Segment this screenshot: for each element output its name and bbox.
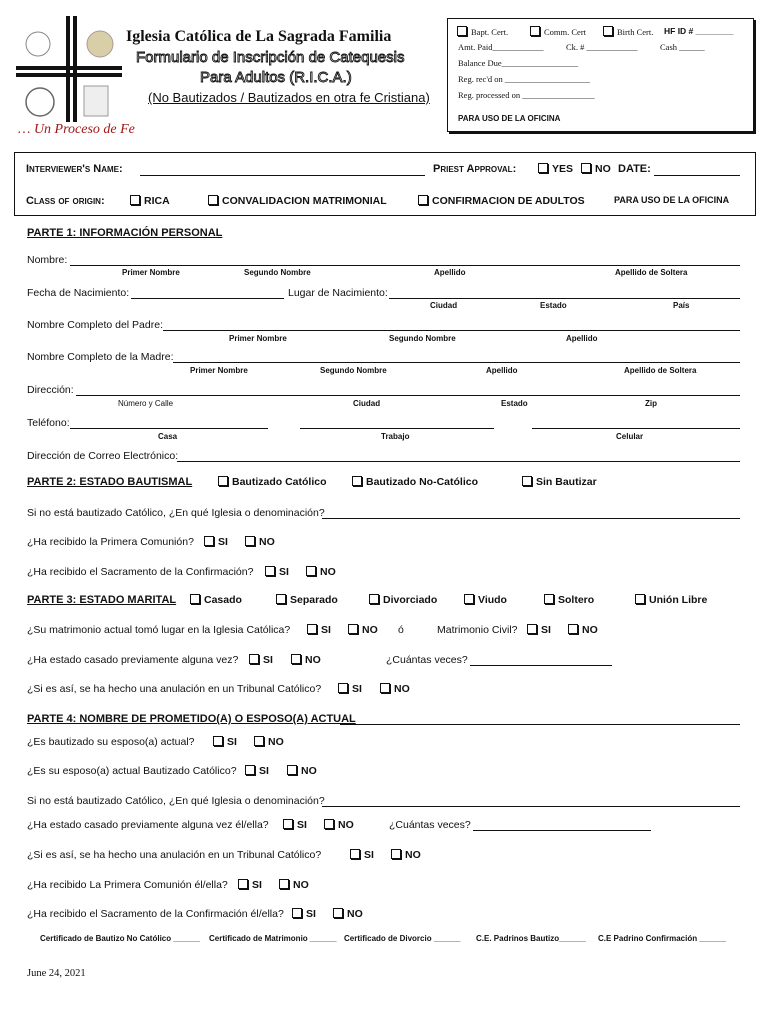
p3-cuantas-field[interactable] — [470, 665, 612, 666]
class-origin-label: Class of origin: — [26, 195, 105, 207]
nombre-label: Nombre: — [27, 254, 68, 266]
p2-comunion-no[interactable]: NO — [245, 536, 275, 548]
p4-question-bautizado: ¿Es bautizado su esposo(a) actual? — [27, 736, 195, 748]
p3-civil-no[interactable]: NO — [568, 624, 598, 636]
p4-comunion-no[interactable]: NO — [279, 879, 309, 891]
marital-viudo[interactable]: Viudo — [464, 594, 507, 606]
nombre-field[interactable] — [70, 265, 740, 266]
padre-field[interactable] — [163, 330, 740, 331]
convalidacion-checkbox[interactable] — [208, 195, 218, 205]
comm-cert-checkbox[interactable] — [530, 26, 540, 36]
checkbox[interactable] — [544, 594, 554, 604]
checkbox[interactable] — [292, 908, 302, 918]
p4-anulacion-si[interactable]: SI — [350, 849, 374, 861]
footer-date: June 24, 2021 — [27, 968, 86, 979]
reg-processed-field[interactable]: Reg. processed on _________________ — [458, 90, 595, 100]
checkbox[interactable] — [350, 849, 360, 859]
motto: … Un Proceso de Fe — [18, 122, 135, 137]
p4-casado-no[interactable]: NO — [324, 819, 354, 831]
sublabel: Ciudad — [353, 399, 381, 408]
checkbox[interactable] — [338, 683, 348, 693]
p3-question-iglesia: ¿Su matrimonio actual tomó lugar en la Iglesia Católica? — [27, 624, 291, 636]
sublabel: Zip — [645, 399, 657, 408]
checkbox[interactable] — [527, 624, 537, 634]
checkbox[interactable] — [307, 624, 317, 634]
p4-comunion-si[interactable]: SI — [238, 879, 262, 891]
checkbox[interactable] — [218, 476, 228, 486]
sublabel: Ciudad — [430, 301, 458, 310]
checkbox[interactable] — [306, 566, 316, 576]
part4-title: PARTE 4: NOMBRE DE PROMETIDO(A) O ESPOSO(A) ACTUAL — [27, 713, 356, 725]
madre-field[interactable] — [173, 362, 740, 363]
confirmacion-checkbox[interactable] — [418, 195, 428, 205]
email-label: Dirección de Correo Electrónico: — [27, 450, 179, 462]
sublabel: Apellido — [434, 268, 466, 277]
sublabel: Casa — [158, 432, 178, 441]
email-field[interactable] — [177, 461, 740, 462]
p3-or-text: ó — [398, 624, 404, 636]
checkbox[interactable] — [324, 819, 334, 829]
cert-padrino-confirmacion[interactable]: C.E Padrino Confirmación ______ — [598, 934, 727, 943]
sublabel: País — [673, 301, 690, 310]
sublabel: Número y Calle — [118, 399, 174, 408]
form-note: (No Bautizados / Bautizados en otra fe Cristiana) — [148, 90, 430, 105]
checkbox[interactable] — [391, 849, 401, 859]
p3-anulacion-no[interactable]: NO — [380, 683, 410, 695]
madre-label: Nombre Completo de la Madre: — [27, 351, 174, 363]
office-use-label-2: PARA USO DE LA OFICINA — [614, 195, 730, 205]
p2-church-field[interactable] — [322, 518, 740, 519]
part1-title: PARTE 1: INFORMACIÓN PERSONAL — [27, 227, 223, 239]
p4-question-anulacion: ¿Si es así, se ha hecho una anulación en un Tribunal Católico? — [27, 849, 322, 861]
amount-paid-field[interactable]: Amt. Paid____________ — [458, 42, 544, 52]
checkbox[interactable] — [279, 879, 289, 889]
p3-casado-si[interactable]: SI — [249, 654, 273, 666]
p3-iglesia-no[interactable]: NO — [348, 624, 378, 636]
direccion-field[interactable] — [76, 395, 740, 396]
telefono-trabajo-field[interactable] — [300, 428, 494, 429]
p4-bautizado-si[interactable]: SI — [213, 736, 237, 748]
checkbox[interactable] — [204, 536, 214, 546]
interviewer-label: Interviewer's Name: — [26, 163, 123, 175]
checkbox[interactable] — [464, 594, 474, 604]
sublabel: Apellido — [486, 366, 518, 375]
p4-catolico-si[interactable]: SI — [245, 765, 269, 777]
p3-question-anulacion: ¿Si es así, se ha hecho una anulación en un Tribunal Católico? — [27, 683, 322, 695]
checkbox[interactable] — [213, 736, 223, 746]
sublabel: Estado — [540, 301, 567, 310]
p4-confirmacion-no[interactable]: NO — [333, 908, 363, 920]
direccion-label: Dirección: — [27, 384, 74, 396]
form-title: Formulario de Inscripción de Catequesis — [136, 49, 405, 66]
marital-soltero[interactable]: Soltero — [544, 594, 594, 606]
sublabel: Primer Nombre — [122, 268, 180, 277]
p2-confirmacion-si[interactable]: SI — [265, 566, 289, 578]
checkbox[interactable] — [369, 594, 379, 604]
check-number-field[interactable]: Ck. # ____________ — [566, 42, 638, 52]
date-line[interactable] — [654, 175, 740, 176]
birth-cert-option[interactable]: Birth Cert. — [603, 26, 653, 37]
priest-yes-checkbox[interactable] — [538, 163, 548, 173]
bautizado-catolico-option[interactable]: Bautizado Católico — [218, 476, 327, 488]
p4-question-catolico: ¿Es su esposo(a) actual Bautizado Católico? — [27, 765, 237, 777]
part3-title: PARTE 3: ESTADO MARITAL — [27, 594, 177, 606]
comm-cert-option[interactable]: Comm. Cert — [530, 26, 586, 37]
marital-casado[interactable]: Casado — [190, 594, 242, 606]
telefono-casa-field[interactable] — [70, 428, 268, 429]
p3-civil-si[interactable]: SI — [527, 624, 551, 636]
checkbox[interactable] — [287, 765, 297, 775]
sublabel: Primer Nombre — [229, 334, 287, 343]
confirmacion-option[interactable]: CONFIRMACION DE ADULTOS — [418, 195, 585, 207]
sublabel: Segundo Nombre — [389, 334, 456, 343]
marital-union-libre[interactable]: Unión Libre — [635, 594, 707, 606]
office-use-label: PARA USO DE LA OFICINA — [458, 114, 561, 123]
part2-title: PARTE 2: ESTADO BAUTISMAL — [27, 476, 193, 488]
p4-anulacion-no[interactable]: NO — [391, 849, 421, 861]
checkbox[interactable] — [265, 566, 275, 576]
p3-civil-label: Matrimonio Civil? — [437, 624, 518, 636]
sublabel: Segundo Nombre — [244, 268, 311, 277]
checkbox[interactable] — [635, 594, 645, 604]
balance-due-field[interactable]: Balance Due__________________ — [458, 58, 579, 68]
cash-field[interactable]: Cash ______ — [660, 42, 705, 52]
p4-casado-si[interactable]: SI — [283, 819, 307, 831]
p3-casado-no[interactable]: NO — [291, 654, 321, 666]
checkbox[interactable] — [348, 624, 358, 634]
cert-divorcio[interactable]: Certificado de Divorcio ______ — [344, 934, 461, 943]
checkbox[interactable] — [283, 819, 293, 829]
p4-question-confirmacion: ¿Ha recibido el Sacramento de la Confirmación él/ella? — [27, 908, 284, 920]
cert-bautizo-no-catolico[interactable]: Certificado de Bautizo No Católico ______ — [40, 934, 201, 943]
sublabel: Segundo Nombre — [320, 366, 387, 375]
checkbox[interactable] — [249, 654, 259, 664]
p4-cuantas-label: ¿Cuántas veces? — [389, 819, 471, 831]
checkbox[interactable] — [245, 765, 255, 775]
bapt-cert-checkbox[interactable] — [457, 26, 467, 36]
checkbox[interactable] — [522, 476, 532, 486]
p2-question-church: Si no está bautizado Católico, ¿En qué Iglesia o denominación? — [27, 507, 325, 519]
interviewer-line[interactable] — [140, 175, 425, 176]
date-label: DATE: — [618, 163, 651, 175]
p4-name-field[interactable] — [340, 724, 740, 725]
birth-cert-checkbox[interactable] — [603, 26, 613, 36]
checkbox[interactable] — [291, 654, 301, 664]
sublabel: Apellido de Soltera — [624, 366, 697, 375]
sublabel: Apellido — [566, 334, 598, 343]
cert-padrinos-bautizo[interactable]: C.E. Padrinos Bautizo______ — [476, 934, 586, 943]
checkbox[interactable] — [190, 594, 200, 604]
checkbox[interactable] — [568, 624, 578, 634]
cert-matrimonio[interactable]: Certificado de Matrimonio ______ — [209, 934, 337, 943]
lugar-field[interactable] — [389, 298, 740, 299]
p4-question-church: Si no está bautizado Católico, ¿En qué Iglesia o denominación? — [27, 795, 325, 807]
sublabel: Trabajo — [381, 432, 410, 441]
lugar-label: Lugar de Nacimiento: — [288, 287, 388, 299]
p4-confirmacion-si[interactable]: SI — [292, 908, 316, 920]
checkbox[interactable] — [276, 594, 286, 604]
hf-id-field[interactable]: HF ID # ________ — [664, 26, 734, 36]
sin-bautizar-option[interactable]: Sin Bautizar — [522, 476, 597, 488]
rica-option[interactable]: RICA — [130, 195, 170, 207]
checkbox[interactable] — [245, 536, 255, 546]
checkbox[interactable] — [254, 736, 264, 746]
sublabel: Estado — [501, 399, 528, 408]
fecha-label: Fecha de Nacimiento: — [27, 287, 130, 299]
padre-label: Nombre Completo del Padre: — [27, 319, 163, 331]
marital-separado[interactable]: Separado — [276, 594, 338, 606]
p4-cuantas-field[interactable] — [473, 830, 651, 831]
reg-received-field[interactable]: Reg. rec'd on ____________________ — [458, 74, 590, 84]
p3-question-casado: ¿Ha estado casado previamente alguna vez? — [27, 654, 239, 666]
sublabel: Apellido de Soltera — [615, 268, 688, 277]
checkbox[interactable] — [352, 476, 362, 486]
p3-anulacion-si[interactable]: SI — [338, 683, 362, 695]
bapt-cert-option[interactable]: Bapt. Cert. — [457, 26, 508, 37]
p3-cuantas-label: ¿Cuántas veces? — [386, 654, 468, 666]
priest-no-option[interactable]: NO — [581, 163, 611, 175]
priest-approval-label: Priest Approval: — [433, 163, 517, 175]
rica-checkbox[interactable] — [130, 195, 140, 205]
church-logo — [14, 14, 124, 126]
fecha-field[interactable] — [131, 298, 284, 299]
priest-no-checkbox[interactable] — [581, 163, 591, 173]
sublabel: Celular — [616, 432, 644, 441]
checkbox[interactable] — [238, 879, 248, 889]
p2-question-confirmacion: ¿Ha recibido el Sacramento de la Confirmación? — [27, 566, 254, 578]
p2-question-comunion: ¿Ha recibido la Primera Comunión? — [27, 536, 194, 548]
convalidacion-option[interactable]: CONVALIDACION MATRIMONIAL — [208, 195, 387, 207]
telefono-label: Teléfono: — [27, 417, 70, 429]
checkbox[interactable] — [333, 908, 343, 918]
telefono-celular-field[interactable] — [532, 428, 740, 429]
p4-question-comunion: ¿Ha recibido La Primera Comunión él/ella? — [27, 879, 228, 891]
p3-iglesia-si[interactable]: SI — [307, 624, 331, 636]
p2-comunion-si[interactable]: SI — [204, 536, 228, 548]
p4-bautizado-no[interactable]: NO — [254, 736, 284, 748]
sublabel: Primer Nombre — [190, 366, 248, 375]
priest-yes-option[interactable]: YES — [538, 163, 573, 175]
p2-confirmacion-no[interactable]: NO — [306, 566, 336, 578]
checkbox[interactable] — [380, 683, 390, 693]
p4-catolico-no[interactable]: NO — [287, 765, 317, 777]
form-subtitle: Para Adultos (R.I.C.A.) — [200, 69, 352, 86]
p4-question-casado: ¿Ha estado casado previamente alguna vez él/ella? — [27, 819, 269, 831]
church-name: Iglesia Católica de La Sagrada Familia — [126, 28, 392, 45]
marital-divorciado[interactable]: Divorciado — [369, 594, 437, 606]
p4-church-field[interactable] — [322, 806, 740, 807]
bautizado-no-catolico-option[interactable]: Bautizado No-Católico — [352, 476, 478, 488]
